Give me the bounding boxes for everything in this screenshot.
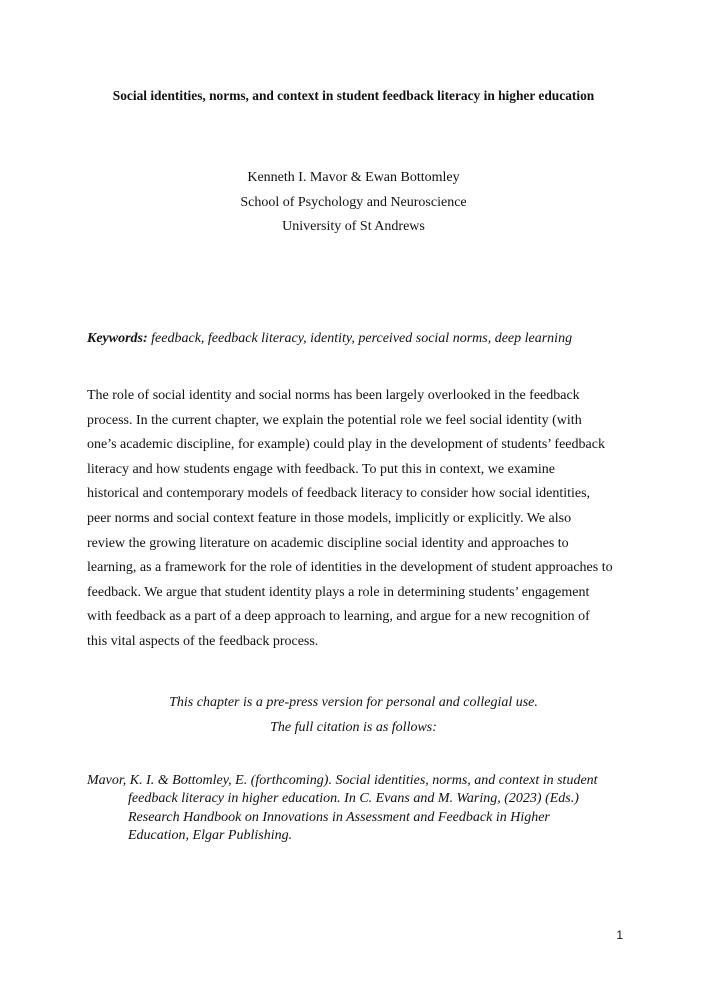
abstract-line: feedback. We argue that student identity plays a role in determining students’ engagement [87,584,590,600]
prepress-note [0,690,707,740]
abstract-line: historical and contemporary models of feedback literacy to consider how social identities, [87,486,591,502]
citation-line: Education, Elgar Publishing. [128,828,293,844]
abstract-line: peer norms and social context feature in those models, implicitly or explicitly. We also [87,510,572,526]
prepress-note-line1: This chapter is a pre-press version for personal and collegial use. [169,695,538,710]
page-number: 1 [616,928,623,942]
keywords-text: feedback, feedback literacy, identity, perceived social norms, deep learning [147,331,573,346]
paper-title: Social identities, norms, and context in student feedback literacy in higher education [112,88,595,103]
citation-block [87,772,647,846]
abstract-paragraph [87,384,647,655]
abstract-line: process. In the current chapter, we explain the potential role we feel social identity (with [87,412,582,428]
abstract-line: learning, as a framework for the role of identities in the development of student approaches to [87,560,613,576]
keywords-label: Keywords: [87,331,148,346]
abstract-line: one’s academic discipline, for example) could play in the development of students’ feedback [87,437,605,453]
abstract-line: literacy and how students engage with feedback. To put this in context, we examine [87,461,556,477]
keywords-line [87,329,572,349]
citation-line: Research Handbook on Innovations in Assessment and Feedback in Higher [128,809,550,825]
abstract-line: review the growing literature on academic discipline social identity and approaches to [87,535,569,551]
prepress-note-line2: The full citation is as follows: [270,720,437,735]
author-names: Kenneth I. Mavor & Ewan Bottomley [247,170,460,185]
author-department: School of Psychology and Neuroscience [240,194,467,210]
author-block [0,166,707,240]
citation-line: feedback literacy in higher education. In C. Evans and M. Waring, (2023) (Eds.) [128,791,579,807]
abstract-line: this vital aspects of the feedback process. [87,633,319,649]
citation-line: Mavor, K. I. & Bottomley, E. (forthcoming). Social identities, norms, and context in student [87,773,598,788]
abstract-line: The role of social identity and social norms has been largely overlooked in the feedback [87,388,580,403]
author-institution: University of St Andrews [282,219,425,234]
abstract-line: with feedback as a part of a deep approach to learning, and argue for a new recognition of [87,609,590,625]
